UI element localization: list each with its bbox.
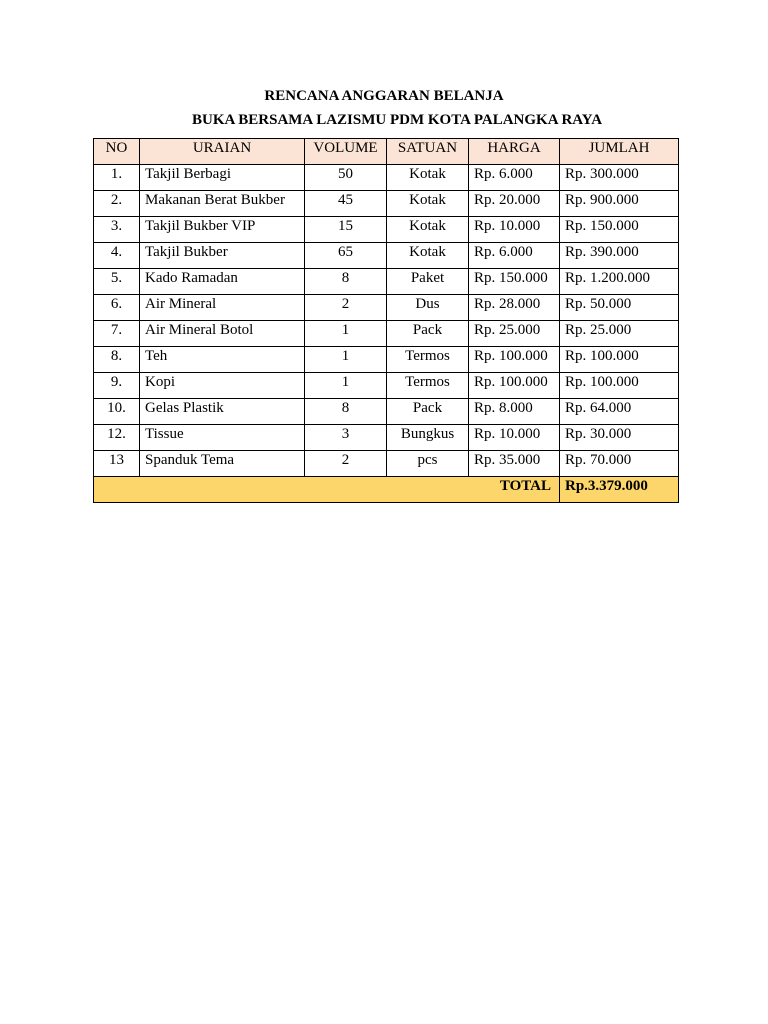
table-row	[94, 269, 679, 295]
cell-uraian: Gelas Plastik	[140, 399, 305, 425]
cell-volume: 45	[305, 191, 387, 217]
cell-jumlah: Rp. 70.000	[560, 451, 679, 477]
cell-no: 4.	[94, 243, 140, 269]
cell-no: 1.	[94, 165, 140, 191]
cell-uraian: Takjil Berbagi	[140, 165, 305, 191]
cell-volume: 50	[305, 165, 387, 191]
cell-no: 8.	[94, 347, 140, 373]
cell-satuan: pcs	[387, 451, 469, 477]
header-volume: VOLUME	[305, 139, 387, 165]
table-row	[94, 347, 679, 373]
cell-harga: Rp. 8.000	[469, 399, 560, 425]
cell-jumlah: Rp. 900.000	[560, 191, 679, 217]
budget-table	[93, 138, 679, 503]
cell-jumlah: Rp. 25.000	[560, 321, 679, 347]
cell-uraian: Makanan Berat Bukber	[140, 191, 305, 217]
cell-no: 9.	[94, 373, 140, 399]
cell-harga: Rp. 100.000	[469, 347, 560, 373]
cell-no: 12.	[94, 425, 140, 451]
cell-no: 2.	[94, 191, 140, 217]
cell-jumlah: Rp. 50.000	[560, 295, 679, 321]
cell-satuan: Dus	[387, 295, 469, 321]
cell-satuan: Pack	[387, 399, 469, 425]
table-row	[94, 373, 679, 399]
cell-volume: 1	[305, 347, 387, 373]
cell-no: 5.	[94, 269, 140, 295]
total-value: Rp.3.379.000	[560, 477, 679, 503]
cell-volume: 2	[305, 295, 387, 321]
cell-jumlah: Rp. 1.200.000	[560, 269, 679, 295]
cell-harga: Rp. 10.000	[469, 217, 560, 243]
cell-harga: Rp. 25.000	[469, 321, 560, 347]
cell-harga: Rp. 20.000	[469, 191, 560, 217]
cell-harga: Rp. 150.000	[469, 269, 560, 295]
header-uraian: URAIAN	[140, 139, 305, 165]
document-subtitle: BUKA BERSAMA LAZISMU PDM KOTA PALANGKA RAYA	[192, 112, 603, 128]
cell-satuan: Termos	[387, 347, 469, 373]
cell-harga: Rp. 10.000	[469, 425, 560, 451]
cell-jumlah: Rp. 64.000	[560, 399, 679, 425]
header-no: NO	[94, 139, 140, 165]
cell-harga: Rp. 100.000	[469, 373, 560, 399]
cell-volume: 8	[305, 269, 387, 295]
cell-jumlah: Rp. 100.000	[560, 347, 679, 373]
cell-uraian: Spanduk Tema	[140, 451, 305, 477]
cell-uraian: Kado Ramadan	[140, 269, 305, 295]
table-row	[94, 165, 679, 191]
document-title: RENCANA ANGGARAN BELANJA	[264, 88, 504, 104]
cell-harga: Rp. 6.000	[469, 243, 560, 269]
cell-harga: Rp. 35.000	[469, 451, 560, 477]
table-row	[94, 191, 679, 217]
header-jumlah: JUMLAH	[560, 139, 679, 165]
cell-uraian: Teh	[140, 347, 305, 373]
cell-no: 7.	[94, 321, 140, 347]
cell-jumlah: Rp. 300.000	[560, 165, 679, 191]
cell-jumlah: Rp. 150.000	[560, 217, 679, 243]
table-row	[94, 295, 679, 321]
cell-harga: Rp. 6.000	[469, 165, 560, 191]
header-satuan: SATUAN	[387, 139, 469, 165]
table-row	[94, 399, 679, 425]
cell-volume: 15	[305, 217, 387, 243]
cell-volume: 2	[305, 451, 387, 477]
table-row	[94, 425, 679, 451]
cell-satuan: Kotak	[387, 243, 469, 269]
cell-uraian: Air Mineral	[140, 295, 305, 321]
cell-uraian: Air Mineral Botol	[140, 321, 305, 347]
cell-volume: 3	[305, 425, 387, 451]
cell-satuan: Pack	[387, 321, 469, 347]
table-row	[94, 451, 679, 477]
cell-satuan: Termos	[387, 373, 469, 399]
cell-jumlah: Rp. 100.000	[560, 373, 679, 399]
cell-no: 13	[94, 451, 140, 477]
cell-jumlah: Rp. 30.000	[560, 425, 679, 451]
cell-volume: 1	[305, 321, 387, 347]
table-row	[94, 321, 679, 347]
cell-satuan: Paket	[387, 269, 469, 295]
cell-uraian: Kopi	[140, 373, 305, 399]
cell-satuan: Kotak	[387, 191, 469, 217]
cell-uraian: Tissue	[140, 425, 305, 451]
cell-uraian: Takjil Bukber	[140, 243, 305, 269]
cell-satuan: Kotak	[387, 217, 469, 243]
header-harga: HARGA	[469, 139, 560, 165]
cell-no: 3.	[94, 217, 140, 243]
cell-volume: 1	[305, 373, 387, 399]
cell-harga: Rp. 28.000	[469, 295, 560, 321]
cell-satuan: Bungkus	[387, 425, 469, 451]
cell-jumlah: Rp. 390.000	[560, 243, 679, 269]
table-row	[94, 243, 679, 269]
cell-volume: 8	[305, 399, 387, 425]
total-row	[94, 477, 679, 503]
cell-no: 10.	[94, 399, 140, 425]
table-row	[94, 217, 679, 243]
total-label: TOTAL	[94, 477, 560, 503]
cell-no: 6.	[94, 295, 140, 321]
cell-volume: 65	[305, 243, 387, 269]
cell-satuan: Kotak	[387, 165, 469, 191]
cell-uraian: Takjil Bukber VIP	[140, 217, 305, 243]
table-header-row	[94, 139, 679, 165]
